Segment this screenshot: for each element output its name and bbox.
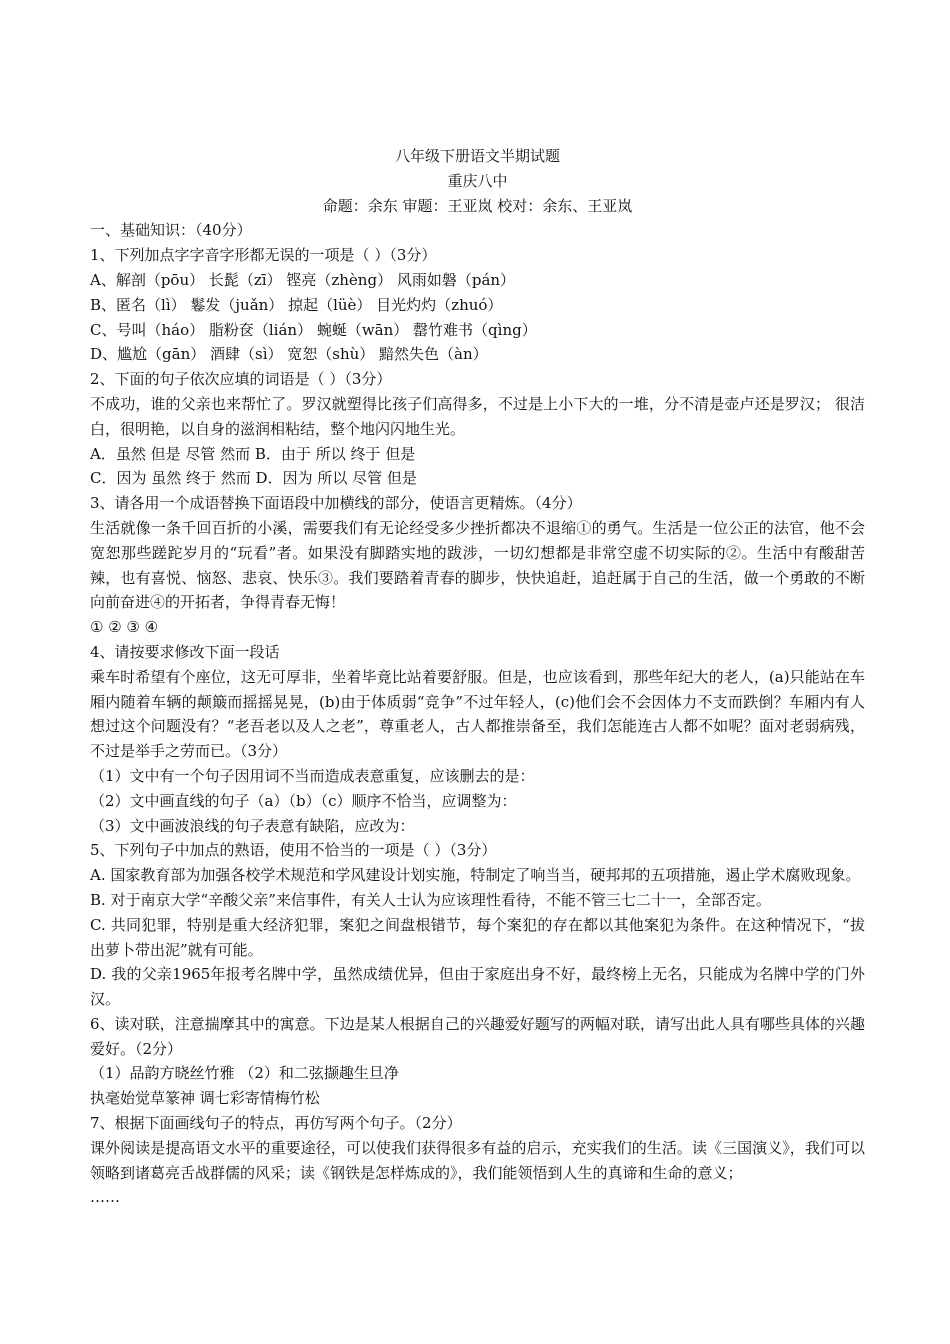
q7-ellipsis: …… bbox=[90, 1188, 120, 1207]
q4-sub3: （3）文中画波浪线的句子表意有缺陷，应改为： bbox=[90, 816, 415, 835]
q3-stem: 3、请各用一个成语替换下面语段中加横线的部分，使语言更精炼。（4分） bbox=[90, 494, 582, 513]
q7-passage: 课外阅读是提高语文水平的重要途径，可以使我们获得很多有益的启示，充实我们的生活。读《三国演义》，我们可以领略到诸葛亮舌战群儒的风采；读《钢铁是怎样炼成的》，我们能领悟到人生的真谛和生命的意义； bbox=[90, 1138, 865, 1182]
q5-option-d: D. 我的父亲1965年报考名牌中学，虽然成绩优异，但由于家庭出身不好，最终榜上无名，只能成为名牌中学的门外汉。 bbox=[90, 965, 865, 1009]
q4-stem: 4、请按要求修改下面一段话 bbox=[90, 642, 280, 661]
q4-sub1: （1）文中有一个句子因用词不当而造成表意重复，应该删去的是： bbox=[90, 766, 535, 785]
q1-option-c: C、号叫（háo） 脂粉奁（lián） 蜿蜒（wān） 罄竹难书（qìng） bbox=[90, 320, 537, 339]
q2-passage: 不成功，谁的父亲也来帮忙了。罗汉就塑得比孩子们高得多，不过是上小下大的一堆，分不清是壶卢还是罗汉； 很洁白，很明艳，以自身的滋润相粘结，整个地闪闪地生光。 bbox=[90, 394, 865, 438]
q6-couplet-line1: （1）品韵方晓丝竹雅 （2）和二弦撷趣生旦净 bbox=[90, 1064, 399, 1083]
q5-option-a: A. 国家教育部为加强各校学术规范和学风建设计划实施，特制定了响当当，硬邦邦的五项措施，遏止学术腐败现象。 bbox=[90, 866, 861, 885]
q1-option-b: B、匿名（lì） 鬈发（juǎn） 掠起（lüè） 目光灼灼（zhuó） bbox=[90, 295, 503, 314]
school-name: 重庆八中 bbox=[447, 171, 508, 190]
q7-stem: 7、根据下面画线句子的特点，再仿写两个句子。（2分） bbox=[90, 1114, 462, 1133]
q2-stem: 2、下面的句子依次应填的词语是（ ）（3分） bbox=[90, 370, 392, 389]
section-heading: 一、基础知识：（40分） bbox=[90, 221, 252, 240]
q6-stem: 6、读对联，注意揣摩其中的寓意。下边是某人根据自己的兴趣爱好题写的两幅对联，请写出此人具有哪些具体的兴趣爱好。（2分） bbox=[90, 1014, 865, 1058]
q3-blanks: ① ② ③ ④ bbox=[90, 618, 159, 637]
q3-passage: 生活就像一条千回百折的小溪，需要我们有无论经受多少挫折都决不退缩①的勇气。生活是一位公正的法官，他不会宽恕那些蹉跎岁月的“玩看”者。如果没有脚踏实地的跋涉，一切幻想都是非常空虚不切实际的②。生活中有酸甜苦辣，也有喜悦、恼怒、悲哀、快乐③。我们要踏着青春的脚步，快快追赶，追赶属于自己的生活，做一个勇敢的不断向前奋进④的开拓者，争得青春无悔！ bbox=[90, 518, 865, 612]
q1-option-d: D、尴尬（gān） 酒肆（sì） 宽恕（shù） 黯然失色（àn） bbox=[90, 345, 488, 364]
q6-couplet-line2: 执毫始觉草篆神 调七彩寄情梅竹松 bbox=[90, 1089, 320, 1108]
q5-option-c: C. 共同犯罪，特别是重大经济犯罪，案犯之间盘根错节，每个案犯的存在都以其他案犯为条件。在这种情况下，“拔出萝卜带出泥”就有可能。 bbox=[90, 915, 865, 959]
q4-passage: 乘车时希望有个座位，这无可厚非，坐着毕竟比站着要舒服。但是，也应该看到，那些年纪大的老人，(a)只能站在车厢内随着车辆的颠簸而摇摇晃晃，(b)由于体质弱“竞争”不过年轻人，(c)他们会不会因体力不支而跌倒？车厢内有人想过这个问题没有？“老吾老以及人之老”，尊重老人，古人都推崇备至，我们怎能连古人都不如呢？面对老弱病残，不过是举手之劳而已。（3分） bbox=[90, 667, 865, 761]
q5-option-b: B. 对于南京大学“辛酸父亲”来信事件，有关人士认为应该理性看待，不能不管三七二十一，全部否定。 bbox=[90, 890, 771, 909]
q2-options-cd: C．因为 虽然 终于 然而 D．因为 所以 尽管 但是 bbox=[90, 469, 417, 488]
q1-option-a: A、解剖（pōu） 长髭（zī） 铿亮（zhèng） 风雨如磐（pán） bbox=[90, 270, 516, 289]
credits-line: 命题：余东 审题：王亚岚 校对：余东、王亚岚 bbox=[322, 196, 633, 215]
exam-page bbox=[90, 144, 865, 1210]
q4-sub2: （2）文中画直线的句子（a）（b）（c）顺序不恰当，应调整为： bbox=[90, 791, 517, 810]
q5-stem: 5、下列句子中加点的熟语，使用不恰当的一项是（ ）（3分） bbox=[90, 841, 497, 860]
q2-options-ab: A．虽然 但是 尽管 然而 B．由于 所以 终于 但是 bbox=[90, 444, 416, 463]
q1-stem: 1、下列加点字字音字形都无误的一项是（ ）（3分） bbox=[90, 246, 437, 265]
exam-title: 八年级下册语文半期试题 bbox=[394, 147, 560, 165]
